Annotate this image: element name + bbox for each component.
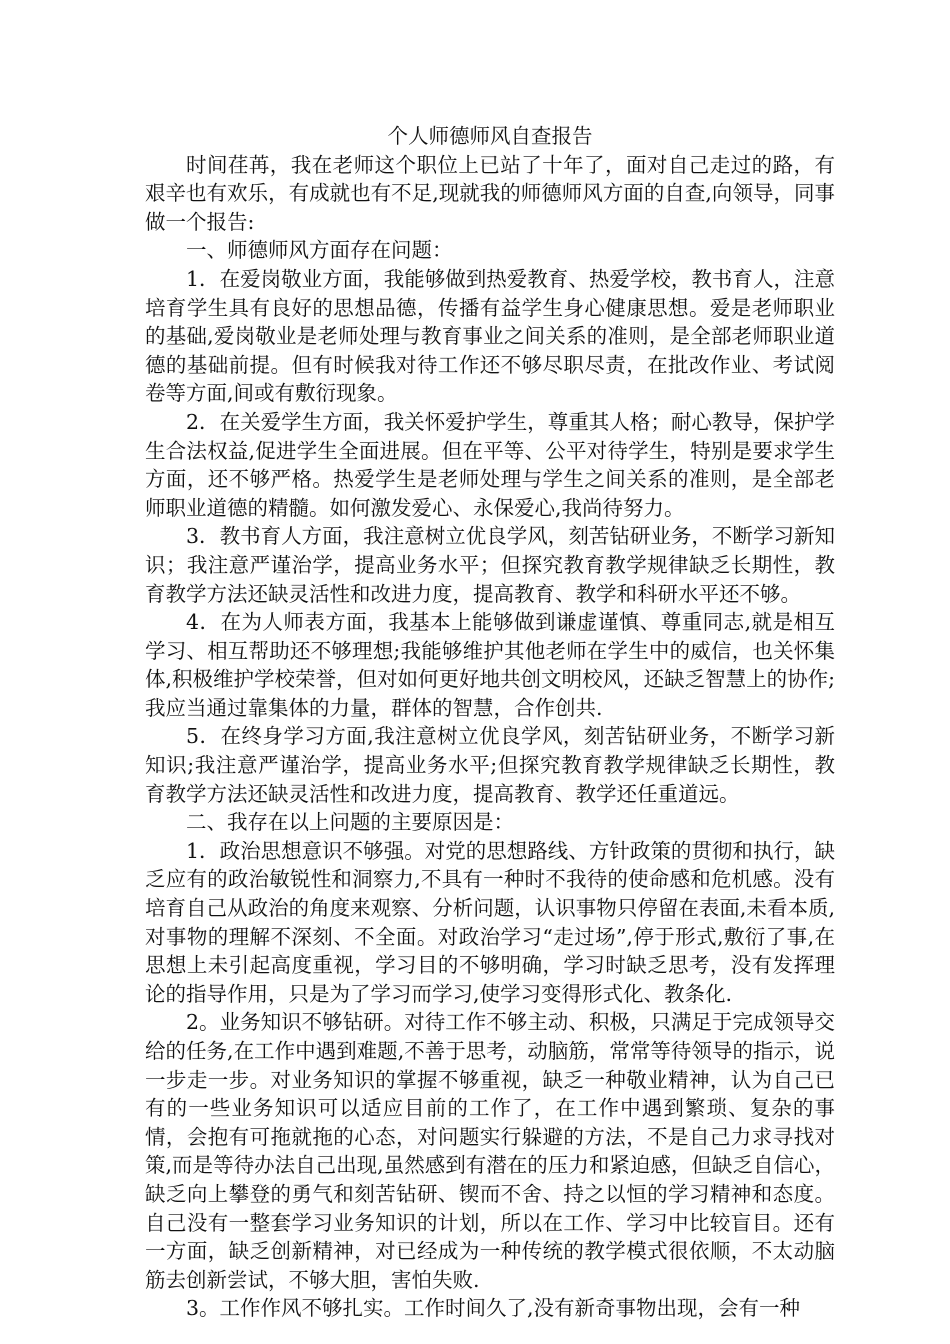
intro-paragraph: 时间荏苒，我在老师这个职位上已站了十年了，面对自己走过的路，有艰辛也有欢乐，有成就也有不足,现就我的师德师风方面的自查,向领导，同事做一个报告: (145, 152, 835, 234)
problem-item-3: 3．教书育人方面，我注意树立优良学风，刻苦钻研业务，不断学习新知识；我注意严谨治学，提高业务水平；但探究教育教学规律缺乏长期性，教育教学方法还缺灵活性和改进力度，提高教育、教学和科研水平还不够。 (145, 524, 835, 606)
section-heading-problems: 一、师德师风方面存在问题： (186, 238, 453, 263)
document-body (145, 122, 835, 1323)
cause-item-1: 1．政治思想意识不够强。对党的思想路线、方针政策的贯彻和执行，缺乏应有的政治敏锐性和洞察力,不具有一种时不我待的使命感和危机感。没有培育自己从政治的角度来观察、分析问题，认识事物只停留在表面,未看本质,对事物的理解不深刻、不全面。对政治学习“走过场”,停于形式,敷衍了事,在思想上未引起高度重视，学习目的不够明确，学习时缺乏思考，没有发挥理论的指导作用，只是为了学习而学习,使学习变得形式化、教条化. (145, 838, 835, 1006)
problem-item-4: 4．在为人师表方面，我基本上能够做到谦虚谨慎、尊重同志,就是相互学习、相互帮助还不够理想;我能够维护其他老师在学生中的威信，也关怀集体,积极维护学校荣誉，但对如何更好地共创文明校风，还缺乏智慧上的协作;我应当通过靠集体的力量，群体的智慧，合作创共. (145, 610, 835, 720)
cause-item-3: 3。工作作风不够扎实。工作时间久了,没有新奇事物出现，会有一种 (186, 1296, 801, 1321)
problem-item-2: 2．在关爱学生方面，我关怀爱护学生，尊重其人格；耐心教导，保护学生合法权益,促进学生全面进展。但在平等、公平对待学生，特别是要求学生方面，还不够严格。热爱学生是老师处理与学生之间关系的准则，是全部老师职业道德的精髓。如何激发爱心、永保爱心,我尚待努力。 (145, 409, 835, 520)
section-heading-causes: 二、我存在以上问题的主要原因是： (186, 810, 514, 835)
problem-item-5: 5．在终身学习方面,我注意树立优良学风，刻苦钻研业务，不断学习新知识;我注意严谨治学，提高业务水平;但探究教育教学规律缺乏长期性，教育教学方法还缺灵活性和改进力度，提高教育、教学还任重道远。 (145, 724, 835, 806)
problem-item-1: 1．在爱岗敬业方面，我能够做到热爱教育、热爱学校，教书育人，注意培育学生具有良好的思想品德，传播有益学生身心健康思想。爱是老师职业的基础,爱岗敬业是老师处理与教育事业之间关系的准则，是全部老师职业道德的基础前提。但有时候我对待工作还不够尽职尽责，在批改作业、考试阅卷等方面,间或有敷衍现象。 (145, 266, 835, 406)
cause-item-2: 2。业务知识不够钻研。对待工作不够主动、积极，只满足于完成领导交给的任务,在工作中遇到难题,不善于思考，动脑筋，常常等待领导的指示，说一步走一步。对业务知识的掌握不够重视，缺乏一种敬业精神，认为自己已有的一些业务知识可以适应目前的工作了，在工作中遇到繁琐、复杂的事情，会抱有可拖就拖的心态，对问题实行躲避的方法，不是自己力求寻找对策,而是等待办法自己出现,虽然感到有潜在的压力和紧迫感，但缺乏自信心，缺乏向上攀登的勇气和刻苦钻研、锲而不舍、持之以恒的学习精神和态度。自己没有一整套学习业务知识的计划，所以在工作、学习中比较盲目。还有一方面，缺乏创新精神，对已经成为一种传统的教学模式很依顺，不太动脑筋去创新尝试，不够大胆，害怕失败. (145, 1010, 835, 1292)
document-title: 个人师德师风自查报告 (387, 124, 593, 148)
